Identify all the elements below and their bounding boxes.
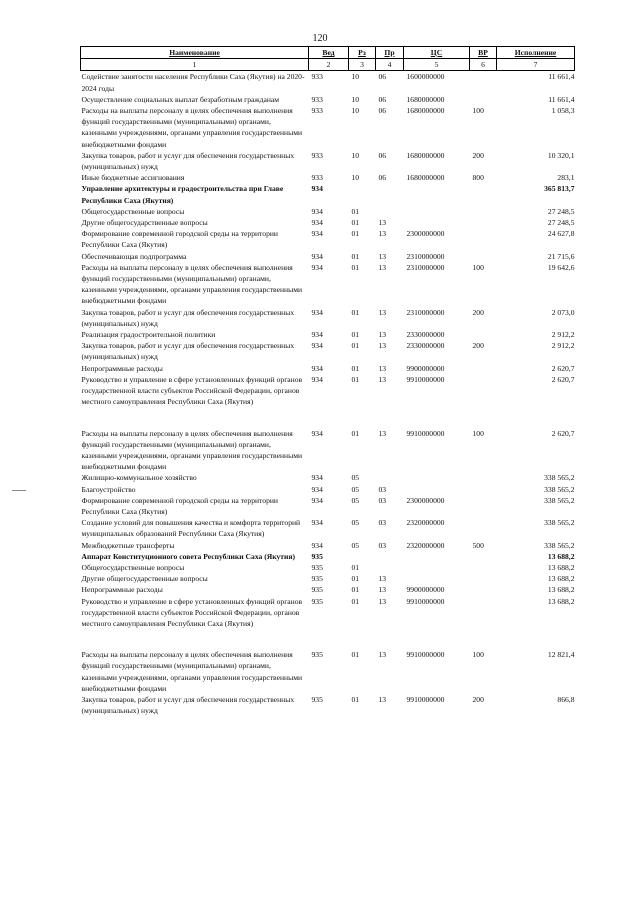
row-name-cell: Закупка товаров, работ и услуг для обеспечения государственных (муниципальных) нужд bbox=[81, 150, 295, 172]
row-amount-cell: 2 912,2 bbox=[551, 330, 575, 340]
row-pr-cell: 13 bbox=[378, 574, 387, 584]
row-amount-cell: 1 058,3 bbox=[551, 106, 575, 116]
row-cs-cell: 2300000000 bbox=[406, 229, 445, 239]
row-cs-cell: 9900000000 bbox=[406, 585, 445, 595]
table-row bbox=[81, 172, 575, 183]
row-cs-cell: 2320000000 bbox=[406, 540, 445, 550]
header-pr: Пр bbox=[376, 47, 404, 59]
row-ved-cell: 934 bbox=[311, 251, 323, 261]
row-pr-cell: 13 bbox=[378, 428, 387, 438]
row-rz-cell: 05 bbox=[351, 540, 360, 550]
row-ved-cell: 934 bbox=[311, 341, 323, 351]
row-amount-cell: 338 565,2 bbox=[544, 484, 575, 494]
row-vr-cell bbox=[470, 183, 497, 205]
row-rz-cell: 01 bbox=[351, 206, 360, 216]
row-cs-cell: 9910000000 bbox=[406, 596, 445, 606]
row-ved-cell: 934 bbox=[311, 518, 323, 528]
row-cs-cell bbox=[404, 206, 470, 217]
row-name-cell: Обеспечивающая подпрограмма bbox=[81, 251, 187, 261]
row-ved-cell: 935 bbox=[311, 650, 323, 660]
table-row bbox=[81, 472, 575, 483]
row-name-cell: Аппарат Конституционного совета Республики Саха (Якутия) bbox=[81, 551, 296, 561]
row-name-cell: Создание условий для повышения качества и комфорта территорий муниципальных образований Республики Саха (Якутия) bbox=[81, 518, 301, 539]
column-number: 3 bbox=[349, 59, 376, 71]
table-row bbox=[81, 262, 575, 307]
header-name: Наименование bbox=[81, 47, 309, 59]
row-vr-cell: 100 bbox=[472, 262, 484, 272]
row-cs-cell bbox=[404, 484, 470, 495]
row-ved-cell: 933 bbox=[311, 150, 323, 160]
row-amount-cell: 2 620,7 bbox=[551, 363, 575, 373]
row-cs-cell: 9910000000 bbox=[406, 650, 445, 660]
row-ved-cell: 934 bbox=[311, 540, 323, 550]
row-name-cell: Формирование современной городской среды на территории Республики Саха (Якутия) bbox=[81, 495, 278, 516]
row-rz-cell bbox=[349, 183, 376, 205]
table-row bbox=[81, 428, 575, 473]
row-name-cell: Общегосударственные вопросы bbox=[81, 562, 185, 572]
row-name-cell: Закупка товаров, работ и услуг для обеспечения государственных (муниципальных) нужд bbox=[81, 694, 295, 716]
table-row bbox=[81, 540, 575, 551]
row-name-cell: Расходы на выплаты персоналу в целях обеспечения выполнения функций государственными (муниципальными) органами, казенными учреждениями, органами управления государственными внебюджетными фондами bbox=[81, 262, 303, 306]
row-cs-cell: 1680000000 bbox=[406, 173, 445, 183]
row-pr-cell bbox=[376, 472, 404, 483]
table-row bbox=[81, 94, 575, 105]
row-rz-cell: 01 bbox=[351, 363, 360, 373]
row-pr-cell: 06 bbox=[378, 72, 387, 82]
row-amount-cell: 10 320,1 bbox=[547, 150, 575, 160]
row-rz-cell: 01 bbox=[351, 428, 360, 438]
table-row bbox=[81, 649, 575, 694]
row-name-cell: Закупка товаров, работ и услуг для обеспечения государственных (муниципальных) нужд bbox=[81, 307, 295, 328]
table-row bbox=[81, 150, 575, 172]
row-name-cell: Осуществление социальных выплат безработным гражданам bbox=[81, 94, 280, 104]
row-vr-cell bbox=[470, 573, 497, 584]
row-name-cell: Расходы на выплаты персоналу в целях обеспечения выполнения функций государственными (муниципальными) органами, казенными учреждениями, органами управления государственными внебюджетными фондами bbox=[81, 650, 303, 693]
row-name-cell: Руководство и управление в сфере установленных функций органов государственной власти субъектов Российской Федерации, органов местного самоуправления Республики Саха (Якутия) bbox=[81, 596, 303, 628]
row-rz-cell: 01 bbox=[351, 307, 360, 317]
row-rz-cell: 10 bbox=[351, 72, 360, 82]
row-cs-cell bbox=[404, 562, 470, 573]
row-cs-cell: 2310000000 bbox=[406, 251, 445, 261]
row-ved-cell: 934 bbox=[311, 363, 323, 373]
row-rz-cell: 01 bbox=[351, 262, 360, 272]
row-cs-cell: 1600000000 bbox=[406, 72, 445, 82]
spacer-cell bbox=[81, 629, 575, 649]
row-rz-cell: 01 bbox=[351, 251, 360, 261]
row-cs-cell: 9910000000 bbox=[406, 694, 445, 704]
row-pr-cell: 13 bbox=[378, 229, 387, 239]
row-pr-cell: 13 bbox=[378, 694, 387, 704]
row-cs-cell: 1680000000 bbox=[406, 94, 445, 104]
table-row bbox=[81, 584, 575, 595]
row-vr-cell bbox=[470, 596, 497, 630]
row-pr-cell: 13 bbox=[378, 374, 387, 384]
row-amount-cell: 13 688,2 bbox=[547, 596, 575, 606]
header-cs: ЦС bbox=[404, 47, 470, 59]
row-cs-cell: 2300000000 bbox=[406, 495, 445, 505]
row-ved-cell: 933 bbox=[311, 173, 323, 183]
row-amount-cell: 365 813,7 bbox=[544, 184, 575, 194]
row-ved-cell: 934 bbox=[311, 330, 323, 340]
row-name-cell: Расходы на выплаты персоналу в целях обеспечения выполнения функций государственными (муниципальными) органами, казенными учреждениями, органами управления государственными внебюджетными фондами bbox=[81, 428, 303, 472]
row-cs-cell: 9910000000 bbox=[406, 428, 445, 438]
row-pr-cell: 03 bbox=[378, 484, 387, 494]
row-vr-cell bbox=[470, 551, 497, 562]
table-row bbox=[81, 363, 575, 374]
table-row bbox=[81, 228, 575, 250]
row-ved-cell: 935 bbox=[311, 551, 323, 561]
row-pr-cell: 03 bbox=[378, 540, 387, 550]
row-ved-cell: 935 bbox=[311, 574, 323, 584]
row-vr-cell: 100 bbox=[472, 428, 484, 438]
row-ved-cell: 935 bbox=[311, 585, 323, 595]
row-rz-cell: 01 bbox=[351, 229, 360, 239]
header-vr: ВР bbox=[470, 47, 497, 59]
row-vr-cell: 100 bbox=[472, 106, 484, 116]
row-name-cell: Межбюджетные трансферты bbox=[81, 540, 175, 550]
row-ved-cell: 934 bbox=[311, 206, 323, 216]
row-vr-cell bbox=[470, 584, 497, 595]
table-row bbox=[81, 183, 575, 205]
row-ved-cell: 934 bbox=[311, 229, 323, 239]
row-amount-cell: 24 627,8 bbox=[547, 229, 575, 239]
row-vr-cell: 100 bbox=[472, 650, 484, 660]
row-pr-cell: 06 bbox=[378, 173, 387, 183]
table-row bbox=[81, 573, 575, 584]
row-ved-cell: 933 bbox=[311, 72, 323, 82]
row-cs-cell: 1680000000 bbox=[406, 106, 445, 116]
row-cs-cell bbox=[404, 217, 470, 228]
row-amount-cell: 338 565,2 bbox=[544, 518, 575, 528]
row-cs-cell: 2310000000 bbox=[406, 262, 445, 272]
row-amount-cell: 19 642,6 bbox=[547, 262, 575, 272]
row-amount-cell: 13 688,2 bbox=[547, 551, 575, 561]
row-rz-cell: 10 bbox=[351, 173, 360, 183]
row-ved-cell: 934 bbox=[311, 374, 323, 384]
margin-mark bbox=[12, 490, 26, 491]
row-name-cell: Общегосударственные вопросы bbox=[81, 206, 185, 216]
budget-table bbox=[80, 46, 575, 716]
row-pr-cell: 13 bbox=[378, 585, 387, 595]
table-row bbox=[81, 596, 575, 630]
row-amount-cell: 2 073,0 bbox=[551, 307, 575, 317]
row-rz-cell: 01 bbox=[351, 330, 360, 340]
table-row bbox=[81, 217, 575, 228]
row-rz-cell bbox=[349, 551, 376, 562]
row-cs-cell: 2310000000 bbox=[406, 307, 445, 317]
row-name-cell: Содействие занятости населения Республики Саха (Якутия) на 2020-2024 годы bbox=[81, 72, 305, 93]
spacer-cell bbox=[81, 408, 575, 428]
row-amount-cell: 338 565,2 bbox=[544, 473, 575, 483]
row-pr-cell: 13 bbox=[378, 363, 387, 373]
row-vr-cell bbox=[470, 251, 497, 262]
row-ved-cell: 935 bbox=[311, 562, 323, 572]
row-pr-cell: 13 bbox=[378, 341, 387, 351]
table-row bbox=[81, 340, 575, 362]
column-number: 2 bbox=[309, 59, 349, 71]
row-rz-cell: 01 bbox=[351, 218, 360, 228]
row-vr-cell: 200 bbox=[472, 341, 484, 351]
row-vr-cell: 800 bbox=[472, 173, 484, 183]
row-pr-cell: 06 bbox=[378, 94, 387, 104]
row-vr-cell: 200 bbox=[472, 694, 484, 704]
row-vr-cell bbox=[470, 71, 497, 94]
row-pr-cell: 03 bbox=[378, 495, 387, 505]
row-pr-cell: 13 bbox=[378, 307, 387, 317]
row-vr-cell bbox=[470, 495, 497, 517]
row-rz-cell: 05 bbox=[351, 473, 360, 483]
row-pr-cell: 06 bbox=[378, 150, 387, 160]
header-rz: Рз bbox=[349, 47, 376, 59]
table-row bbox=[81, 105, 575, 150]
row-name-cell: Управление архитектуры и градостроительства при Главе Республики Саха (Якутия) bbox=[81, 184, 284, 205]
row-name-cell: Непрограммные расходы bbox=[81, 585, 163, 595]
column-number: 5 bbox=[404, 59, 470, 71]
row-name-cell: Другие общегосударственные вопросы bbox=[81, 218, 208, 228]
row-ved-cell: 934 bbox=[311, 495, 323, 505]
column-numbers-row bbox=[81, 59, 575, 71]
row-ved-cell: 934 bbox=[311, 184, 323, 194]
row-ved-cell: 933 bbox=[311, 106, 323, 116]
row-name-cell: Расходы на выплаты персоналу в целях обеспечения выполнения функций государственными (муниципальными) органами, казенными учреждениями, органами управления государственными внебюджетными фондами bbox=[81, 106, 303, 149]
row-ved-cell: 934 bbox=[311, 307, 323, 317]
row-rz-cell: 01 bbox=[351, 585, 360, 595]
row-name-cell: Формирование современной городской среды на территории Республики Саха (Якутия) bbox=[81, 229, 278, 250]
row-name-cell: Закупка товаров, работ и услуг для обеспечения государственных (муниципальных) нужд bbox=[81, 341, 295, 362]
row-vr-cell bbox=[470, 484, 497, 495]
row-rz-cell: 01 bbox=[351, 341, 360, 351]
row-vr-cell bbox=[470, 562, 497, 573]
table-row bbox=[81, 517, 575, 539]
row-vr-cell bbox=[470, 363, 497, 374]
row-spacer bbox=[81, 408, 575, 428]
row-pr-cell: 06 bbox=[378, 106, 387, 116]
row-spacer bbox=[81, 629, 575, 649]
row-ved-cell: 934 bbox=[311, 218, 323, 228]
row-cs-cell: 2330000000 bbox=[406, 330, 445, 340]
column-number: 4 bbox=[376, 59, 404, 71]
row-cs-cell bbox=[404, 551, 470, 562]
row-ved-cell: 934 bbox=[311, 428, 323, 438]
row-vr-cell bbox=[470, 374, 497, 408]
row-ved-cell: 934 bbox=[311, 262, 323, 272]
row-cs-cell bbox=[404, 573, 470, 584]
row-amount-cell: 27 248,5 bbox=[547, 218, 575, 228]
table-row bbox=[81, 71, 575, 94]
table-body bbox=[81, 71, 575, 716]
row-cs-cell: 2320000000 bbox=[406, 518, 445, 528]
row-amount-cell: 2 912,2 bbox=[551, 341, 575, 351]
column-number: 1 bbox=[81, 59, 309, 71]
row-pr-cell: 13 bbox=[378, 251, 387, 261]
row-pr-cell: 03 bbox=[378, 518, 387, 528]
row-amount-cell: 2 620,7 bbox=[551, 374, 575, 384]
row-rz-cell: 01 bbox=[351, 374, 360, 384]
table-row bbox=[81, 495, 575, 517]
row-pr-cell: 13 bbox=[378, 262, 387, 272]
row-rz-cell: 01 bbox=[351, 694, 360, 704]
row-cs-cell: 9900000000 bbox=[406, 363, 445, 373]
row-amount-cell: 338 565,2 bbox=[544, 495, 575, 505]
row-amount-cell: 338 565,2 bbox=[544, 540, 575, 550]
table-header-row bbox=[81, 47, 575, 59]
row-pr-cell bbox=[376, 551, 404, 562]
row-amount-cell: 13 688,2 bbox=[547, 585, 575, 595]
row-cs-cell: 2330000000 bbox=[406, 341, 445, 351]
row-amount-cell: 21 715,6 bbox=[547, 251, 575, 261]
row-name-cell: Благоустройство bbox=[81, 484, 136, 494]
row-ved-cell: 934 bbox=[311, 473, 323, 483]
row-rz-cell: 01 bbox=[351, 650, 360, 660]
row-vr-cell bbox=[470, 228, 497, 250]
row-rz-cell: 01 bbox=[351, 596, 360, 606]
row-name-cell: Иные бюджетные ассигнования bbox=[81, 173, 185, 183]
row-vr-cell bbox=[470, 217, 497, 228]
row-name-cell: Жилищно-коммунальное хозяйство bbox=[81, 473, 197, 483]
row-rz-cell: 01 bbox=[351, 574, 360, 584]
row-name-cell: Руководство и управление в сфере установленных функций органов государственной власти субъектов Российской Федерации, органов местного самоуправления Республики Саха (Якутия) bbox=[81, 374, 303, 407]
row-ved-cell: 935 bbox=[311, 694, 323, 704]
page-number: 120 bbox=[312, 33, 328, 44]
row-name-cell: Реализация градостроительной политики bbox=[81, 330, 216, 340]
row-amount-cell: 866,8 bbox=[557, 694, 575, 704]
row-amount-cell: 12 821,4 bbox=[547, 650, 575, 660]
row-amount-cell: 11 661,4 bbox=[548, 72, 575, 82]
row-rz-cell: 05 bbox=[351, 484, 360, 494]
row-vr-cell: 200 bbox=[472, 150, 484, 160]
table-row bbox=[81, 206, 575, 217]
row-name-cell: Другие общегосударственные вопросы bbox=[81, 574, 208, 584]
table-row bbox=[81, 551, 575, 562]
row-pr-cell bbox=[376, 183, 404, 205]
row-amount-cell: 13 688,2 bbox=[547, 574, 575, 584]
row-vr-cell: 500 bbox=[472, 540, 484, 550]
row-vr-cell bbox=[470, 517, 497, 539]
row-rz-cell: 05 bbox=[351, 495, 360, 505]
row-ved-cell: 935 bbox=[311, 596, 323, 606]
row-pr-cell bbox=[376, 206, 404, 217]
row-vr-cell bbox=[470, 206, 497, 217]
table-row bbox=[81, 251, 575, 262]
row-ved-cell: 933 bbox=[311, 94, 323, 104]
row-pr-cell: 13 bbox=[378, 330, 387, 340]
row-pr-cell: 13 bbox=[378, 650, 387, 660]
row-amount-cell: 13 688,2 bbox=[547, 562, 575, 572]
row-amount-cell: 27 248,5 bbox=[547, 206, 575, 216]
column-number: 6 bbox=[470, 59, 497, 71]
row-vr-cell bbox=[470, 94, 497, 105]
header-ved: Вед bbox=[309, 47, 349, 59]
row-ved-cell: 934 bbox=[311, 484, 323, 494]
table-row bbox=[81, 307, 575, 329]
row-name-cell: Непрограммные расходы bbox=[81, 363, 163, 373]
header-amount: Исполнение bbox=[497, 47, 575, 59]
row-amount-cell: 2 620,7 bbox=[551, 428, 575, 438]
row-pr-cell: 13 bbox=[378, 218, 387, 228]
row-rz-cell: 10 bbox=[351, 150, 360, 160]
row-vr-cell: 200 bbox=[472, 307, 484, 317]
table-row bbox=[81, 329, 575, 340]
row-cs-cell: 9910000000 bbox=[406, 374, 445, 384]
row-amount-cell: 283,1 bbox=[557, 173, 575, 183]
row-rz-cell: 05 bbox=[351, 518, 360, 528]
row-rz-cell: 10 bbox=[351, 106, 360, 116]
row-cs-cell: 1680000000 bbox=[406, 150, 445, 160]
row-vr-cell bbox=[470, 472, 497, 483]
row-rz-cell: 01 bbox=[351, 562, 360, 572]
row-rz-cell: 10 bbox=[351, 94, 360, 104]
column-number: 7 bbox=[497, 59, 575, 71]
table-row bbox=[81, 694, 575, 716]
row-pr-cell: 13 bbox=[378, 596, 387, 606]
row-cs-cell bbox=[404, 472, 470, 483]
row-amount-cell: 11 661,4 bbox=[548, 94, 575, 104]
row-vr-cell bbox=[470, 329, 497, 340]
table-row bbox=[81, 374, 575, 408]
table-row bbox=[81, 562, 575, 573]
table-row bbox=[81, 484, 575, 495]
row-cs-cell bbox=[404, 183, 470, 205]
row-pr-cell bbox=[376, 562, 404, 573]
